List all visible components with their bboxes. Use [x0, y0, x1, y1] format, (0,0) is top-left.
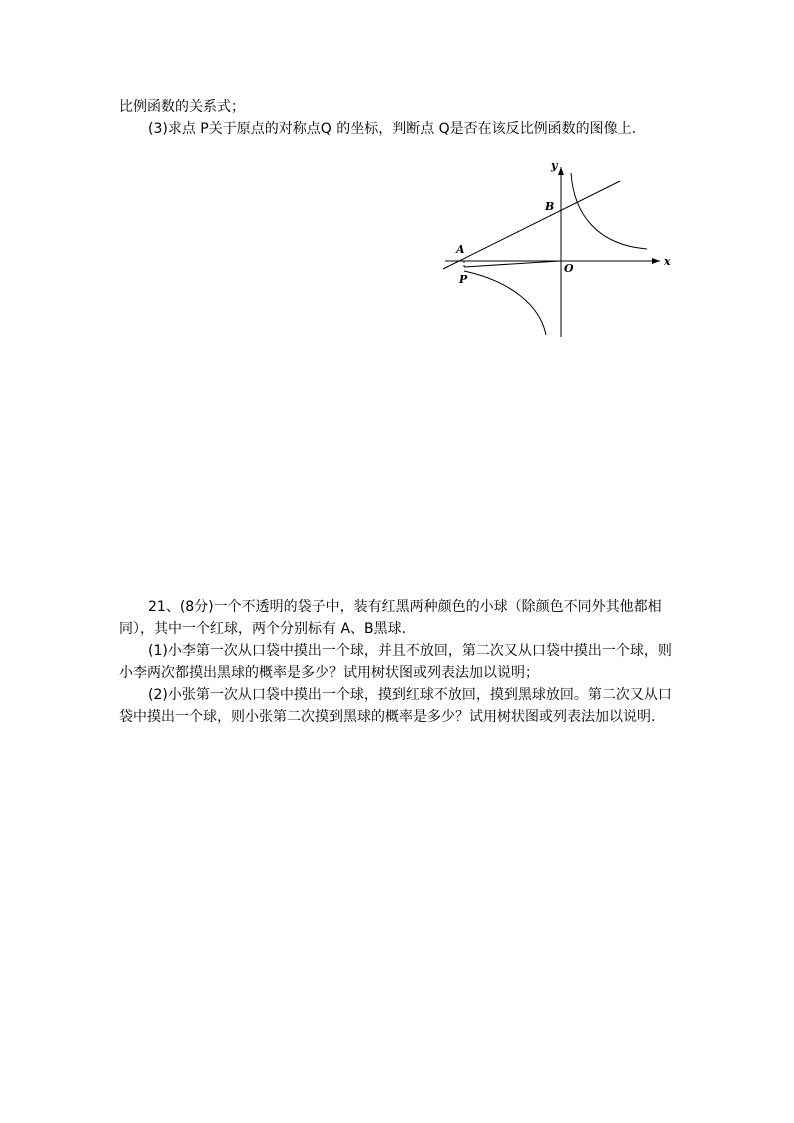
y-axis-arrow — [558, 167, 564, 175]
x-axis-arrow — [652, 258, 660, 264]
function-graph — [440, 155, 680, 345]
segment-po — [464, 261, 560, 267]
question-21-part-2-line-1: (2)小张第一次从口袋中摸出一个球，摸到红球不放回，摸到黑球放回。第二次又从口 — [148, 687, 672, 703]
question-21-stem-line-2: 同），其中一个红球，两个分别标有 A、B黑球. — [119, 621, 407, 637]
label-a: A — [456, 243, 465, 256]
question-21-part-1-line-1: (1)小李第一次从口袋中摸出一个球，并且不放回，第二次又从口袋中摸出一个球，则 — [148, 643, 672, 659]
linear-function-line — [443, 181, 620, 269]
hyperbola-branch-3 — [464, 271, 546, 335]
question-21-stem-line-1: 21、(8分)一个不透明的袋子中，装有红黑两种颜色的小球（除颜色不同外其他都相 — [148, 599, 662, 615]
question-21-part-1-line-2: 小李两次都摸出黑球的概率是多少？试用树状图或列表法加以说明； — [119, 665, 539, 681]
hyperbola-branch-1 — [571, 173, 647, 249]
question-part-3: (3)求点 P关于原点的对称点Q 的坐标，判断点 Q是否在该反比例函数的图像上. — [148, 121, 637, 137]
label-x: x — [664, 255, 671, 268]
question-21-part-2-line-2: 袋中摸出一个球，则小张第二次摸到黑球的概率是多少？试用树状图或列表法加以说明. — [119, 709, 656, 725]
label-y: y — [551, 159, 558, 172]
label-b: B — [545, 200, 555, 213]
label-p: P — [459, 273, 468, 286]
text-line: 比例函数的关系式； — [119, 99, 245, 115]
label-o: O — [564, 262, 574, 275]
